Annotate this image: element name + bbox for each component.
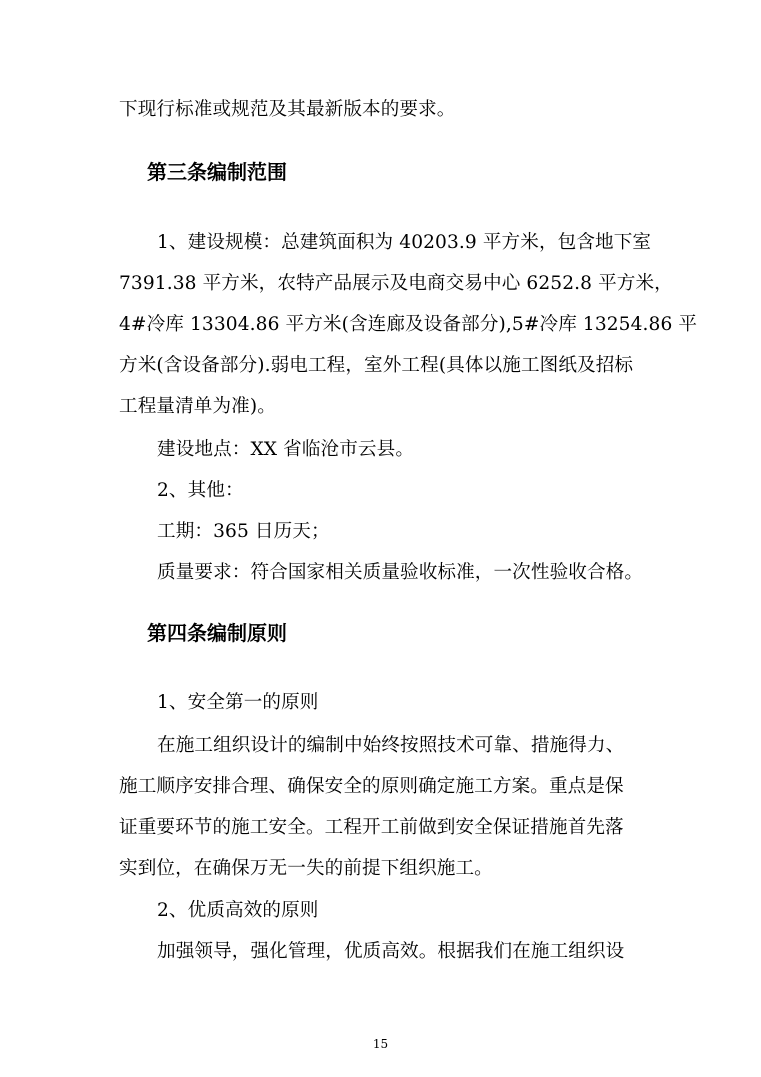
intro-line: 下现行标准或规范及其最新版本的要求。 (119, 99, 456, 120)
scale-line-4: 方米(含设备部分).弱电工程，室外工程(具体以施工图纸及招标 (119, 355, 634, 376)
principle1-line-3: 证重要环节的施工安全。工程开工前做到安全保证措施首先落 (119, 817, 624, 838)
principle1-line-4: 实到位，在确保万无一失的前提下组织施工。 (119, 858, 493, 879)
principle2-heading: 2、优质高效的原则 (157, 900, 319, 921)
principle1-heading: 1、安全第一的原则 (157, 692, 319, 713)
principle1-line-2: 施工顺序安排合理、确保安全的原则确定施工方案。重点是保 (119, 776, 624, 797)
scale-line-5: 工程量清单为准)。 (119, 396, 276, 417)
scale-line-3: 4#冷库 13304.86 平方米(含连廊及设备部分),5#冷库 13254.86 平 (119, 314, 698, 335)
quality-line: 质量要求：符合国家相关质量验收标准，一次性验收合格。 (157, 562, 644, 583)
page-number: 15 (372, 1037, 389, 1051)
scale-line-1: 1、建设规模：总建筑面积为 40203.9 平方米，包含地下室 (157, 232, 652, 253)
principle2-line-1: 加强领导，强化管理，优质高效。根据我们在施工组织设 (157, 941, 625, 962)
duration-line: 工期：365 日历天； (157, 521, 330, 542)
scale-line-2: 7391.38 平方米，农特产品展示及电商交易中心 6252.8 平方米， (119, 273, 673, 294)
other-heading: 2、其他： (157, 480, 244, 501)
section3-title: 第三条编制范围 (147, 160, 287, 184)
location-line: 建设地点：XX 省临沧市云县。 (157, 439, 415, 460)
principle1-line-1: 在施工组织设计的编制中始终按照技术可靠、措施得力、 (157, 735, 625, 756)
section4-title: 第四条编制原则 (147, 621, 287, 645)
